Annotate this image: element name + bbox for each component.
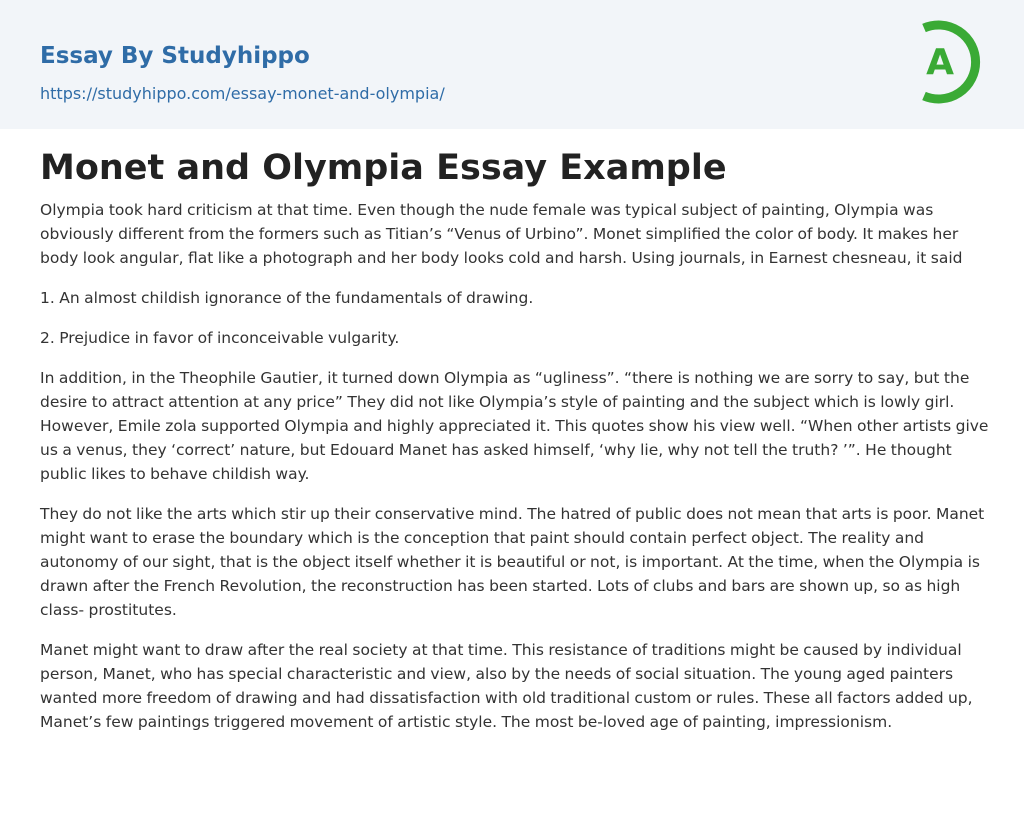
site-header — [0, 0, 1024, 129]
list-item-1: 1. An almost childish ignorance of the fundamentals of drawing. — [40, 289, 534, 307]
site-title[interactable]: Essay By Studyhippo — [40, 43, 310, 69]
article-body — [40, 144, 990, 750]
essay-url-link[interactable]: https://studyhippo.com/essay-monet-and-olympia/ — [40, 84, 445, 103]
paragraph-gautier-zola: In addition, in the Theophile Gautier, it turned down Olympia as “ugliness”. “there is nothing we are sorry to say, but the desire to attract attention at any price” They did not like Olympia’s style of painting and the subject which is lowly girl. However, Emile zola supported Olympia and highly appreciated it. This quotes show his view well. “When other artists give us a venus, they ‘correct’ nature, but Edouard Manet has asked himself, ‘why lie, why not tell the truth? ’”. He thought public likes to behave childish way. — [40, 369, 989, 483]
paragraph-intro: Olympia took hard criticism at that time. Even though the nude female was typical subject of painting, Olympia was obviously different from the formers such as Titian’s “Venus of Urbino”. Monet simplified the color of body. It makes her body look angular, flat like a photograph and her body looks cold and harsh. Using journals, in Earnest chesneau, it said — [40, 201, 963, 267]
studyhippo-a-logo-icon[interactable] — [912, 18, 986, 106]
list-item-2: 2. Prejudice in favor of inconceivable vulgarity. — [40, 329, 400, 347]
paragraph-impressionism: Manet might want to draw after the real society at that time. This resistance of traditions might be caused by individual person, Manet, who has special characteristic and view, also by the needs of social situation. The young aged painters wanted more freedom of drawing and had dissatisfaction with old traditional custom or rules. These all factors added up, Manet’s few paintings triggered movement of artistic style. The most be-loved age of painting, impressionism. — [40, 641, 973, 731]
logo-letter: A — [926, 42, 954, 83]
paragraph-public-hatred: They do not like the arts which stir up their conservative mind. The hatred of public does not mean that arts is poor. Manet might want to erase the boundary which is the conception that paint should contain perfect object. The reality and autonomy of our sight, that is the object itself whether it is beautiful or not, is important. At the time, when the Olympia is drawn after the French Revolution, the reconstruction has been started. Lots of clubs and bars are shown up, so as high class- prostitutes. — [40, 505, 985, 619]
page-title: Monet and Olympia Essay Example — [40, 148, 727, 188]
